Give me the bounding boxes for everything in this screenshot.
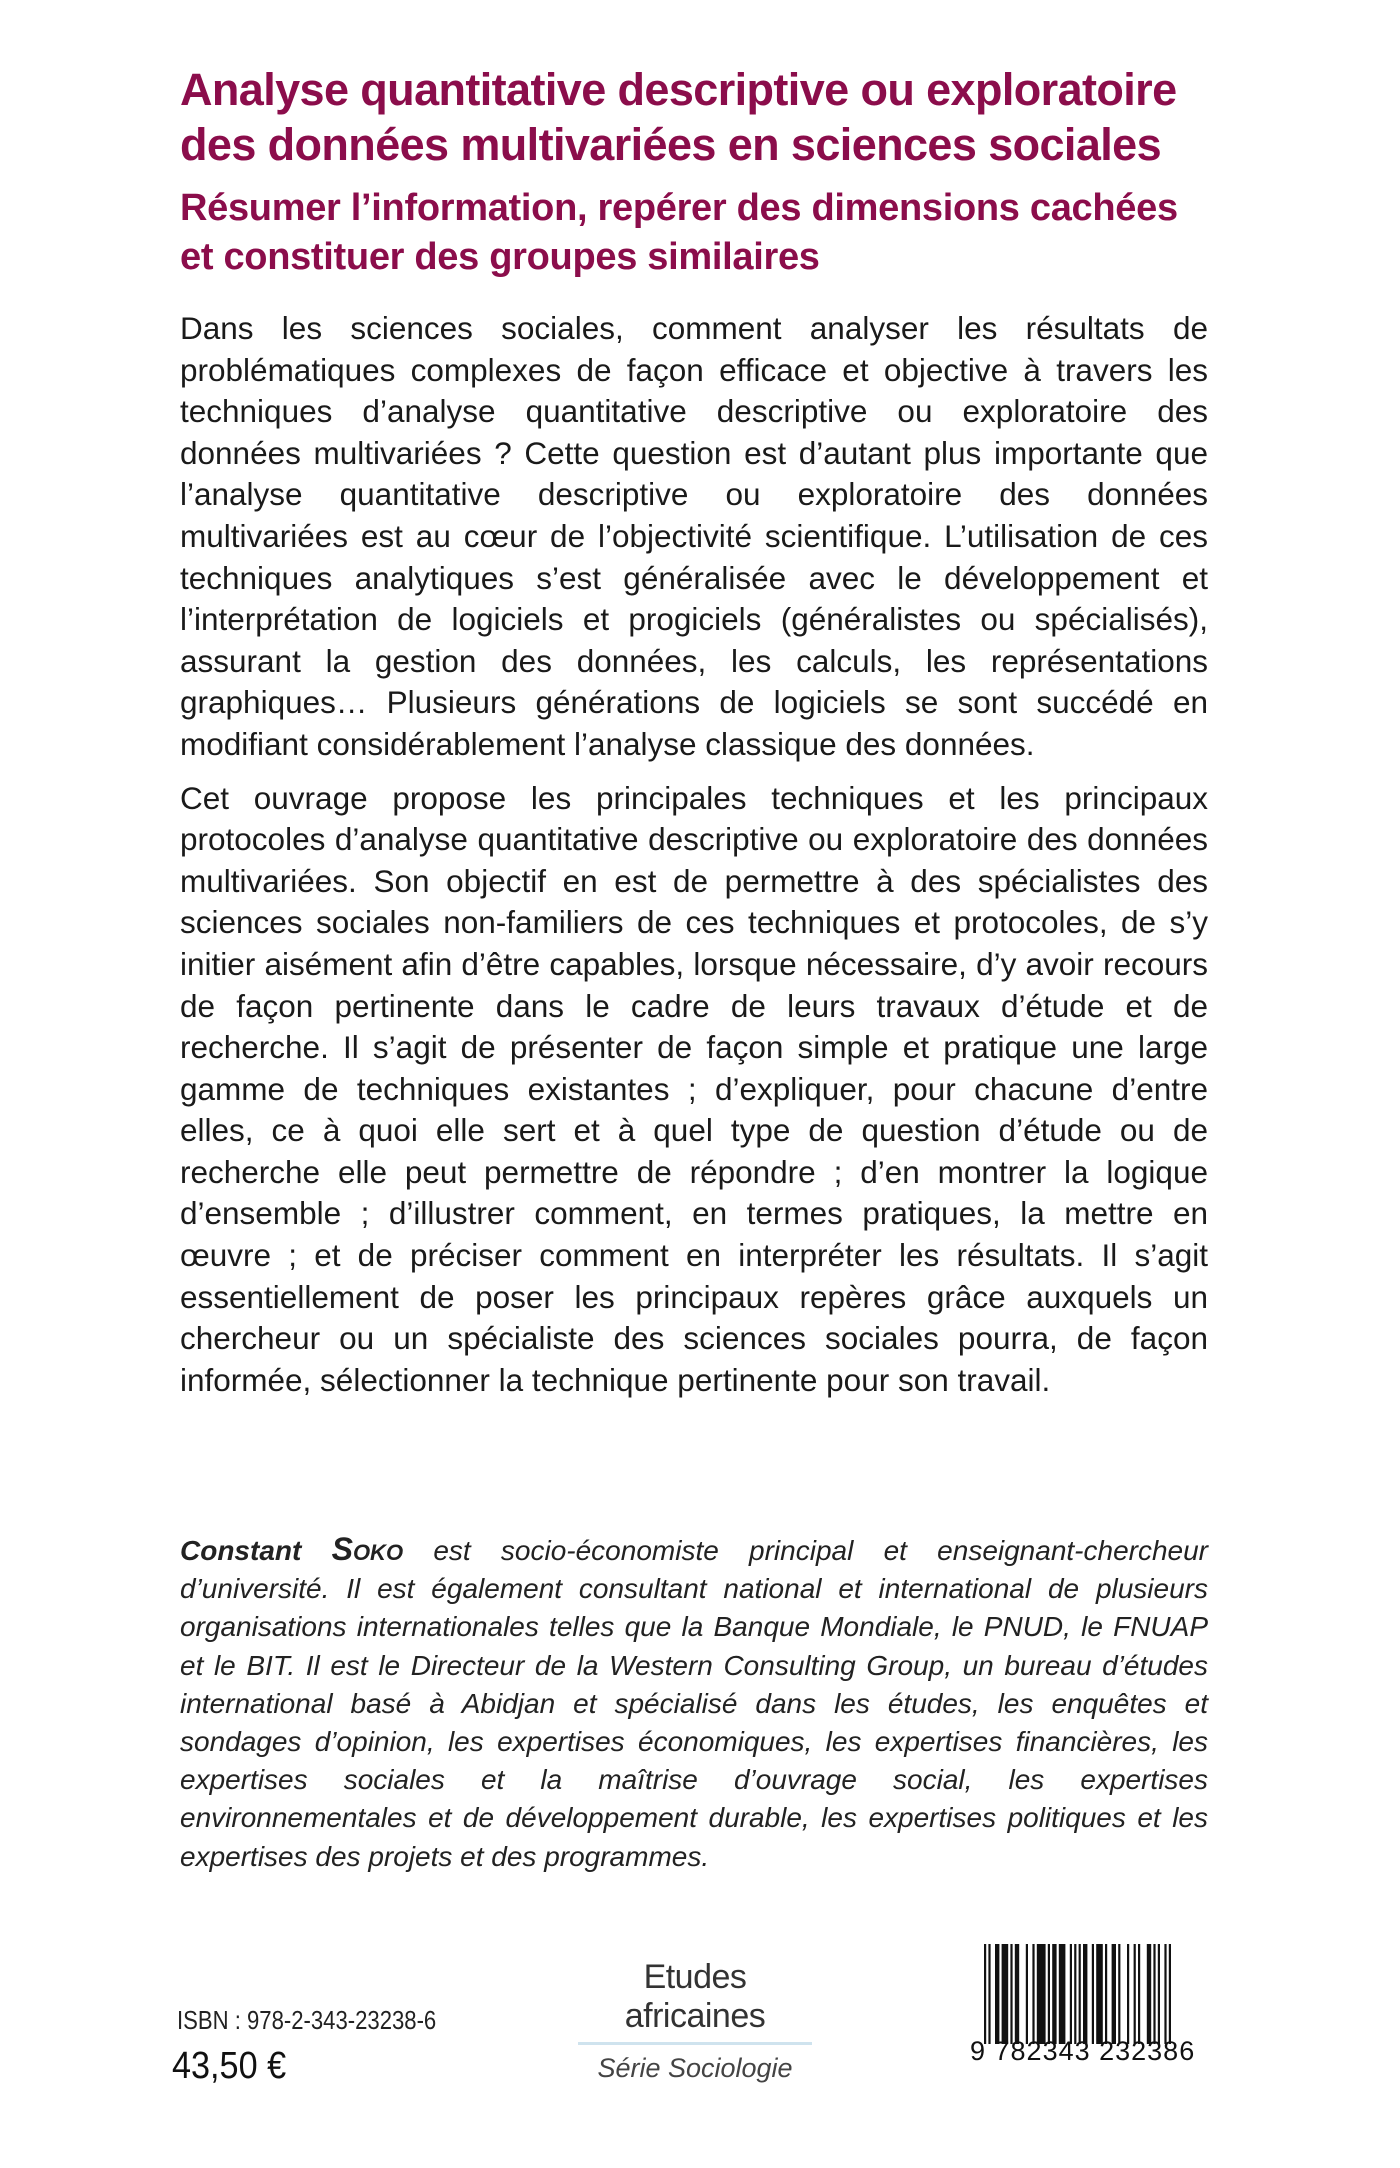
barcode-bar — [1169, 1944, 1171, 2044]
author-bio — [180, 1530, 1208, 1876]
barcode-bar — [1037, 1944, 1046, 2044]
barcode-bar — [1015, 1944, 1019, 2044]
subtitle-line: et constituer des groupes similaires — [180, 236, 820, 278]
author-bio-text: est socio-économiste principal et enseignant-chercheur d’université. Il est également consultant national et international de plusieurs organisations internationales telles que la Banque Mondiale, le PNUD, le FNUAP et le BIT. Il est le Directeur de la Western Consulting Group, un bureau d’études international basé à Abidjan et spécialisé dans les études, les enquêtes et sondages d’opinion, les expertises économiques, les expertises financières, les expertises sociales et la maîtrise d’ouvrage social, les expertises environnementales et de développement durable, les expertises politiques et les expertises des projets et des programmes. — [180, 1535, 1209, 1872]
barcode-bar — [1164, 1944, 1166, 2044]
blurb-paragraph: Dans les sciences sociales, comment analyser les résultats de problématiques complexes de façon efficace et objective à travers les techniques d’analyse quantitative descriptive ou exploratoire des données multivariées ? Cette question est d’autant plus importante que l’analyse quantitative descriptive ou exploratoire des données multivariées est au cœur de l’objectivité scientifique. L’utilisation de ces techniques analytiques s’est généralisée avec le développement et l’interprétation de logiciels et progiciels (généralistes ou spécialisés), assurant la gestion des données, les calculs, les représentations graphiques… Plusieurs générations de logiciels se sont succédé en modifiant considérablement l’analyse classique des données. — [180, 310, 1208, 762]
barcode-bar — [995, 1944, 999, 2044]
barcode-bar — [1010, 1944, 1012, 2044]
author-last-name: Soko — [331, 1531, 404, 1567]
series-divider — [578, 2042, 812, 2045]
barcode — [970, 1944, 1202, 2064]
isbn: ISBN : 978-2-343-23238-6 — [177, 2005, 437, 2035]
barcode-bar — [1105, 1944, 1107, 2044]
barcode-bar — [1127, 1944, 1129, 2044]
barcode-bar — [1158, 1944, 1160, 2044]
barcode-bar — [1134, 1944, 1136, 2044]
barcode-bar — [1048, 1944, 1050, 2044]
author-first-name: Constant — [180, 1535, 302, 1566]
blurb — [180, 308, 1208, 1413]
price: 43,50 € — [172, 2045, 287, 2087]
barcode-bar — [1059, 1944, 1066, 2044]
title-line: Analyse quantitative descriptive ou exploratoire — [180, 64, 1177, 115]
series-sub: Série Sociologie — [597, 2053, 793, 2083]
barcode-bar — [1032, 1944, 1034, 2044]
barcode-bars — [984, 1944, 1198, 2044]
blurb-paragraph: Cet ouvrage propose les principales techniques et les principaux protocoles d’analyse quantitative descriptive ou exploratoire des données multivariées. Son objectif en est de permettre à des spécialistes des sciences sociales non-familiers de ces techniques et protocoles, de s’y initier aisément afin d’être capables, lorsque nécessaire, d’y avoir recours de façon pertinente dans le cadre de leurs travaux d’étude et de recherche. Il s’agit de présenter de façon simple et pratique une large gamme de techniques existantes ; d’expliquer, pour chacune d’entre elles, ce à quoi elle sert et à quel type de question d’étude ou de recherche elle peut permettre de répondre ; d’en montrer la logique d’ensemble ; d’illustrer comment, en termes pratiques, la mettre en œuvre ; et de préciser comment en interpréter les résultats. Il s’agit essentiellement de poser les principaux repères grâce auxquels un chercheur ou un spécialiste des sciences sociales pourra, de façon informée, sélectionner la technique pertinente pour son travail. — [180, 779, 1208, 1398]
barcode-bar — [1070, 1944, 1072, 2044]
barcode-bar — [984, 1944, 986, 2044]
title-line: des données multivariées en sciences sociales — [180, 119, 1162, 170]
book-subtitle — [180, 184, 1208, 282]
subtitle-line: Résumer l’information, repérer des dimensions cachées — [180, 187, 1178, 229]
barcode-bar — [988, 1944, 990, 2044]
barcode-bar — [1118, 1944, 1120, 2044]
book-title — [180, 62, 1208, 172]
barcode-bar — [1147, 1944, 1151, 2044]
barcode-bar — [1026, 1944, 1028, 2044]
barcode-bar — [1112, 1944, 1116, 2044]
barcode-digits: 9 782343 232386 — [970, 2036, 1196, 2066]
barcode-bar — [1083, 1944, 1087, 2044]
series-logo — [570, 1958, 820, 2084]
barcode-bar — [1074, 1944, 1076, 2044]
barcode-bar — [1002, 1944, 1009, 2044]
series-name: Etudes africaines — [624, 1958, 766, 2035]
barcode-bar — [1138, 1944, 1140, 2044]
barcode-bar — [1079, 1944, 1081, 2044]
barcode-bar — [1052, 1944, 1056, 2044]
barcode-bar — [1092, 1944, 1094, 2044]
barcode-bar — [1096, 1944, 1103, 2044]
barcode-bar — [1153, 1944, 1155, 2044]
